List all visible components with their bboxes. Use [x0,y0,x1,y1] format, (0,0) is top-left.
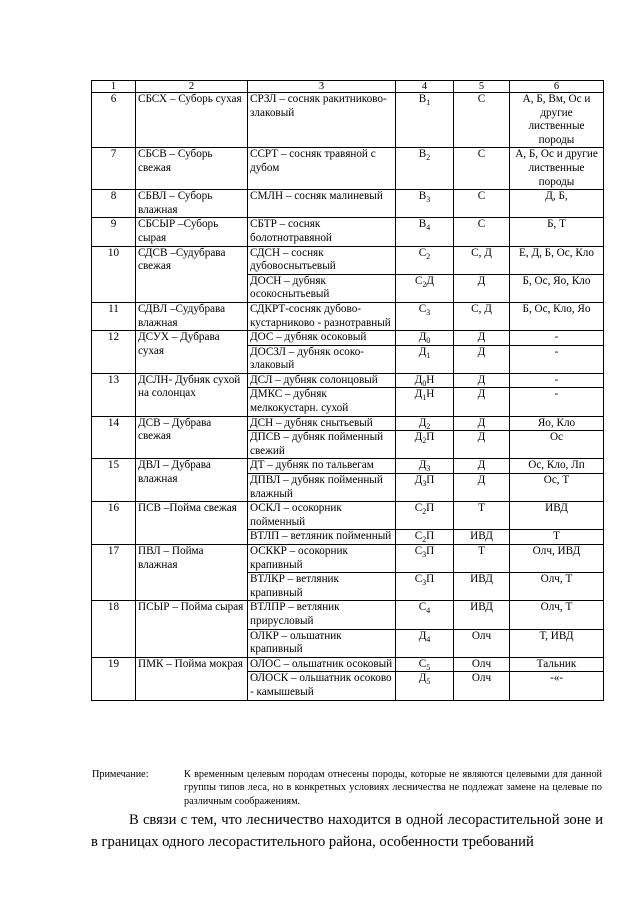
other-species: Яо, Кло [510,416,604,431]
code-subscript: 5 [426,677,431,687]
forest-types-table [91,80,604,701]
forest-type: СДКРТ-сосняк дубово-кустарниково - разнотравный [248,302,396,330]
forest-type: ДСН – дубняк снытьевый [248,416,396,431]
code-letter: Д [418,672,427,685]
code-suffix: П [426,573,435,586]
code-letter: С [414,573,423,586]
code-suffix: Н [426,373,435,386]
group-name: ПСВ –Пойма свежая [136,502,248,545]
table-row [92,218,604,246]
target-species: С [454,93,510,148]
row-number: 17 [92,545,136,601]
forest-type: СМЛН – сосняк малиневый [248,190,396,218]
forest-type: ДОСН – дубняк осокоснытьевый [248,274,396,302]
code-suffix: Н [426,388,435,401]
condition-code [396,190,454,218]
forest-type: ДОСЗЛ – дубняк осоко-злаковый [248,345,396,373]
target-species: ИВД [454,573,510,601]
code-suffix: П [426,431,435,444]
target-species: Д [454,274,510,302]
code-subscript: 3 [422,550,427,560]
other-species: Ос [510,431,604,459]
other-species: Б, Т [510,218,604,246]
note-label: Примечание: [92,769,149,780]
other-species: Ос, Т [510,474,604,502]
condition-code [396,657,454,672]
code-letter: Д [418,416,427,429]
code-letter: Д [414,388,423,401]
row-number: 12 [92,331,136,374]
target-species: ИВД [454,601,510,629]
target-species: Д [454,459,510,474]
code-subscript: 2 [422,535,427,545]
condition-code [396,545,454,573]
row-number: 9 [92,218,136,246]
forest-type: ДМКС – дубняк мелкокустарн. сухой [248,388,396,416]
group-name: СДВЛ –Судубрава влажная [136,302,248,330]
table-row [92,190,604,218]
target-species: С, Д [454,246,510,274]
target-species: Д [454,431,510,459]
other-species: - [510,373,604,388]
code-suffix: П [426,502,435,515]
table-row [92,373,604,388]
condition-code [396,345,454,373]
table-row [92,459,604,474]
row-number: 14 [92,416,136,459]
other-species: Тальник [510,657,604,672]
code-subscript: 5 [426,662,431,672]
table-row [92,148,604,190]
code-subscript: 1 [426,350,431,360]
code-letter: В [418,190,427,203]
group-name: ДСЛН- Дубняк сухой на солонцах [136,373,248,416]
row-number: 6 [92,93,136,148]
code-subscript: 2 [422,436,427,446]
condition-code [396,672,454,700]
condition-code [396,93,454,148]
target-species: Д [454,331,510,346]
condition-code [396,431,454,459]
code-letter: В [418,148,427,161]
code-subscript: 4 [426,223,431,233]
forest-type: СРЗЛ – сосняк ракитниково-злаковый [248,93,396,148]
code-subscript: 2 [422,279,427,289]
target-species: Олч [454,657,510,672]
group-name: СБСВ – Суборь свежая [136,148,248,190]
group-name: ДСУХ – Дубрава сухая [136,331,248,374]
condition-code [396,331,454,346]
code-suffix: Д [426,274,435,287]
code-subscript: 2 [426,153,431,163]
code-subscript: 2 [426,421,431,431]
table-row [92,246,604,274]
forest-type: ВТЛКР – ветляник крапивный [248,573,396,601]
code-suffix: П [426,474,435,487]
other-species: Е, Д, Б, Ос, Кло [510,246,604,274]
forest-type: ДОС – дубняк осоковый [248,331,396,346]
code-letter: С [414,545,423,557]
header-cell: 6 [510,81,604,93]
row-number: 18 [92,601,136,657]
group-name: СБСХ – Суборь сухая [136,93,248,148]
code-letter: Д [418,629,427,642]
target-species: Олч [454,629,510,657]
forest-type: ССРТ – сосняк травяной с дубом [248,148,396,190]
table-row [92,331,604,346]
target-species: ИВД [454,530,510,545]
forest-type: ВТЛП – ветляник пойменный [248,530,396,545]
code-letter: Д [414,373,423,386]
row-number: 8 [92,190,136,218]
condition-code [396,148,454,190]
target-species: Д [454,416,510,431]
forest-type: СБТР – сосняк болотнотравяной [248,218,396,246]
other-species: -«- [510,672,604,700]
target-species: Т [454,545,510,573]
forest-type: СДСН – сосняк дубовоснытьевый [248,246,396,274]
code-suffix: П [426,545,435,557]
header-cell: 3 [248,81,396,93]
code-subscript: 4 [426,634,431,644]
code-letter: С [418,601,427,614]
code-letter: Д [414,474,423,487]
other-species: ИВД [510,502,604,530]
other-species: А, Б, Вм, Ос и другие лиственные породы [510,93,604,148]
group-name: СБСЫР –Суборь сырая [136,218,248,246]
target-species: Д [454,388,510,416]
target-species: С [454,190,510,218]
forest-type: ДТ – дубняк по тальвегам [248,459,396,474]
row-number: 19 [92,657,136,700]
row-number: 13 [92,373,136,416]
code-letter: В [418,218,427,231]
other-species: - [510,345,604,373]
note-text: К временным целевым породам отнесены породы, которые не являются целевыми для данной группы типов леса, но в конкретных условиях лесничества не подлежат замене на целевые по различным соображениям. [184,769,602,807]
forest-type: ОЛОСК – ольшатник осоково - камышевый [248,672,396,700]
target-species: Д [454,474,510,502]
code-subscript: 0 [426,336,431,346]
table-row [92,93,604,148]
code-subscript: 1 [426,98,431,108]
forest-type: ДСЛ – дубняк солонцовый [248,373,396,388]
condition-code [396,601,454,629]
table-row [92,302,604,330]
code-subscript: 3 [426,308,431,318]
forest-type: ДПВЛ – дубняк пойменный влажный [248,474,396,502]
forest-type: ВТЛПР – ветляник прирусловый [248,601,396,629]
other-species: Олч, Т [510,573,604,601]
group-name: ПМК – Пойма мокрая [136,657,248,700]
other-species: Ос, Кло, Лп [510,459,604,474]
table-row [92,601,604,629]
other-species: Т, ИВД [510,629,604,657]
condition-code [396,246,454,274]
code-letter: С [418,302,427,315]
condition-code [396,573,454,601]
forest-type: ОЛКР – ольшатник крапивный [248,629,396,657]
code-subscript: 3 [422,479,427,489]
table-row [92,545,604,573]
body-paragraph: В связи с тем, что лесничество находится в одной лесорастительной зоне и в границах одного лесорастительного района, особенности требований [91,812,603,850]
condition-code [396,416,454,431]
code-letter: С [418,246,427,259]
group-name: СДСВ –Судубрава свежая [136,246,248,302]
code-subscript: 1 [422,393,427,403]
header-cell: 4 [396,81,454,93]
condition-code [396,530,454,545]
target-species: Д [454,345,510,373]
target-species: С [454,148,510,190]
condition-code [396,274,454,302]
code-subscript: 0 [422,379,427,389]
target-species: С [454,218,510,246]
condition-code [396,388,454,416]
code-letter: Д [418,345,427,358]
code-subscript: 2 [422,507,427,517]
code-subscript: 4 [426,606,431,616]
condition-code [396,474,454,502]
condition-code [396,459,454,474]
code-letter: Д [414,431,423,444]
code-letter: С [414,530,423,543]
other-species: Олч, ИВД [510,545,604,573]
target-species: Т [454,502,510,530]
table-header-row [92,81,604,93]
forest-type: ОСКЛ – осокорник пойменный [248,502,396,530]
group-name: СБВЛ – Суборь влажная [136,190,248,218]
code-subscript: 3 [422,578,427,588]
row-number: 10 [92,246,136,302]
code-suffix: П [426,530,435,543]
code-subscript: 3 [426,464,431,474]
target-species: Олч [454,672,510,700]
forest-type: ДПСВ – дубняк пойменный свежий [248,431,396,459]
header-cell: 1 [92,81,136,93]
header-cell: 5 [454,81,510,93]
condition-code [396,502,454,530]
code-subscript: 3 [426,195,431,205]
other-species: - [510,331,604,346]
other-species: Б, Ос, Яо, Кло [510,274,604,302]
table-row [92,657,604,672]
condition-code [396,373,454,388]
code-letter: С [414,274,423,287]
header-cell: 2 [136,81,248,93]
code-letter: С [414,502,423,515]
other-species: - [510,388,604,416]
target-species: С, Д [454,302,510,330]
code-letter: В [418,93,427,105]
other-species: Б, Ос, Кло, Яо [510,302,604,330]
table-row [92,502,604,530]
row-number: 7 [92,148,136,190]
condition-code [396,629,454,657]
condition-code [396,218,454,246]
forest-type: ОСККР – осокорник крапивный [248,545,396,573]
code-subscript: 2 [426,251,431,261]
group-name: ПСЫР – Пойма сырая [136,601,248,657]
table-row [92,416,604,431]
group-name: ДСВ – Дубрава свежая [136,416,248,459]
group-name: ПВЛ – Пойма влажная [136,545,248,601]
other-species: А, Б, Ос и другие лиственные породы [510,148,604,190]
group-name: ДВЛ – Дубрава влажная [136,459,248,502]
row-number: 11 [92,302,136,330]
target-species: Д [454,373,510,388]
other-species: Т [510,530,604,545]
code-letter: Д [418,459,427,472]
other-species: Д, Б, [510,190,604,218]
code-letter: С [418,657,427,670]
row-number: 16 [92,502,136,545]
forest-type: ОЛОС – ольшатник осоковый [248,657,396,672]
other-species: Олч, Т [510,601,604,629]
condition-code [396,302,454,330]
row-number: 15 [92,459,136,502]
code-letter: Д [418,331,427,344]
